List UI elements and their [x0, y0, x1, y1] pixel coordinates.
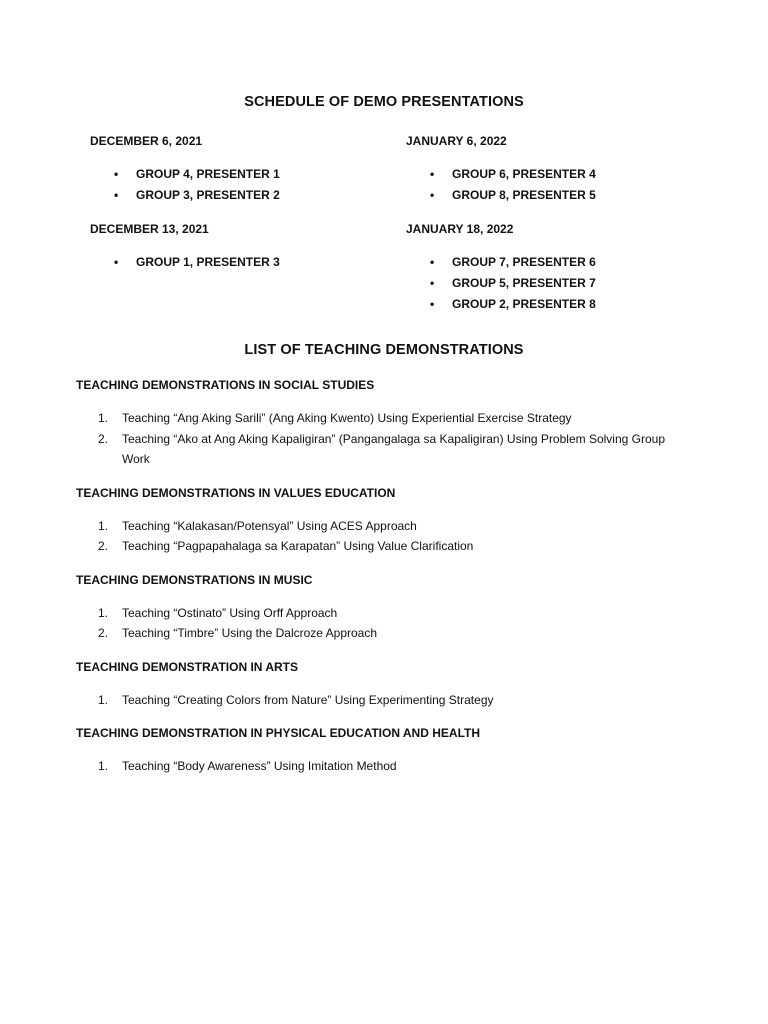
bullet-icon: • [430, 297, 435, 311]
bullet-icon: • [430, 188, 435, 202]
presenter-item [90, 252, 420, 273]
bullet-icon: • [114, 167, 119, 181]
presenter-label: GROUP 8, PRESENTER 5 [452, 188, 596, 202]
schedule-date: JANUARY 6, 2022 [406, 134, 507, 148]
item-text: Teaching “Ostinato” Using Orff Approach [122, 605, 338, 620]
numbered-list [76, 690, 696, 711]
item-text: Teaching “Body Awareness” Using Imitation Method [122, 759, 397, 773]
item-text: Teaching “Ako at Ang Aking Kapaligiran” (Pangangalaga sa Kapaligiran) Using Problem Solving Group Work [122, 431, 665, 466]
item-number: 1. [98, 411, 109, 425]
presenter-item [406, 273, 736, 294]
item-number: 1. [98, 518, 109, 533]
item-number: 1. [98, 605, 109, 620]
schedule-date: DECEMBER 13, 2021 [90, 222, 209, 236]
numbered-list [76, 756, 696, 777]
item-number: 2. [98, 626, 109, 640]
presenter-label: GROUP 5, PRESENTER 7 [452, 276, 596, 290]
bullet-icon: • [430, 276, 435, 290]
section-heading: TEACHING DEMONSTRATIONS IN MUSIC [76, 572, 313, 587]
numbered-list [76, 408, 696, 470]
bullet-icon: • [430, 167, 435, 181]
schedule-column-left [90, 132, 420, 273]
presenter-item [406, 185, 736, 206]
presenter-list [90, 252, 420, 273]
list-item [76, 536, 696, 557]
section-heading: TEACHING DEMONSTRATION IN ARTS [76, 659, 298, 674]
presenter-list [406, 164, 736, 206]
item-number: 1. [98, 692, 109, 707]
item-text: Teaching “Pagpapahalaga sa Karapatan” Using Value Clarification [122, 539, 474, 553]
list-item [76, 756, 696, 777]
item-text: Teaching “Timbre” Using the Dalcroze Approach [122, 626, 378, 640]
list-title: LIST OF TEACHING DEMONSTRATIONS [244, 342, 524, 358]
list-item [76, 623, 696, 644]
section-heading: TEACHING DEMONSTRATIONS IN VALUES EDUCATION [76, 485, 396, 500]
presenter-label: GROUP 1, PRESENTER 3 [136, 255, 280, 269]
presenter-label: GROUP 7, PRESENTER 6 [452, 255, 596, 269]
list-item [76, 408, 696, 429]
presenter-item [406, 164, 736, 185]
list-item [76, 690, 696, 711]
bullet-icon: • [114, 188, 119, 202]
item-number: 2. [98, 431, 109, 446]
list-item [76, 603, 696, 624]
presenter-label: GROUP 3, PRESENTER 2 [136, 188, 280, 202]
schedule-title: SCHEDULE OF DEMO PRESENTATIONS [244, 94, 524, 110]
section-heading: TEACHING DEMONSTRATIONS IN SOCIAL STUDIES [76, 378, 375, 392]
item-number: 1. [98, 759, 109, 773]
item-number: 2. [98, 539, 109, 553]
presenter-list [90, 164, 420, 206]
presenter-item [406, 252, 736, 273]
bullet-icon: • [430, 255, 435, 269]
presenter-item [406, 294, 736, 315]
presenter-label: GROUP 6, PRESENTER 4 [452, 167, 596, 181]
item-text: Teaching “Kalakasan/Potensyal” Using ACES Approach [122, 518, 417, 533]
numbered-list [76, 516, 696, 557]
presenter-list [406, 252, 736, 315]
presenter-label: GROUP 2, PRESENTER 8 [452, 297, 596, 311]
presenter-label: GROUP 4, PRESENTER 1 [136, 167, 280, 181]
item-text: Teaching “Ang Aking Sarili” (Ang Aking Kwento) Using Experiential Exercise Strategy [122, 411, 572, 425]
bullet-icon: • [114, 255, 119, 269]
numbered-list [76, 603, 696, 644]
demonstrations-list [76, 376, 696, 791]
section-heading: TEACHING DEMONSTRATION IN PHYSICAL EDUCATION AND HEALTH [76, 726, 480, 740]
list-item [76, 516, 696, 537]
item-text: Teaching “Creating Colors from Nature” Using Experimenting Strategy [122, 692, 494, 707]
schedule-column-right [406, 132, 736, 315]
presenter-item [90, 164, 420, 185]
schedule-date: JANUARY 18, 2022 [406, 222, 514, 236]
schedule-date: DECEMBER 6, 2021 [90, 134, 203, 148]
presenter-item [90, 185, 420, 206]
list-item [76, 429, 696, 470]
